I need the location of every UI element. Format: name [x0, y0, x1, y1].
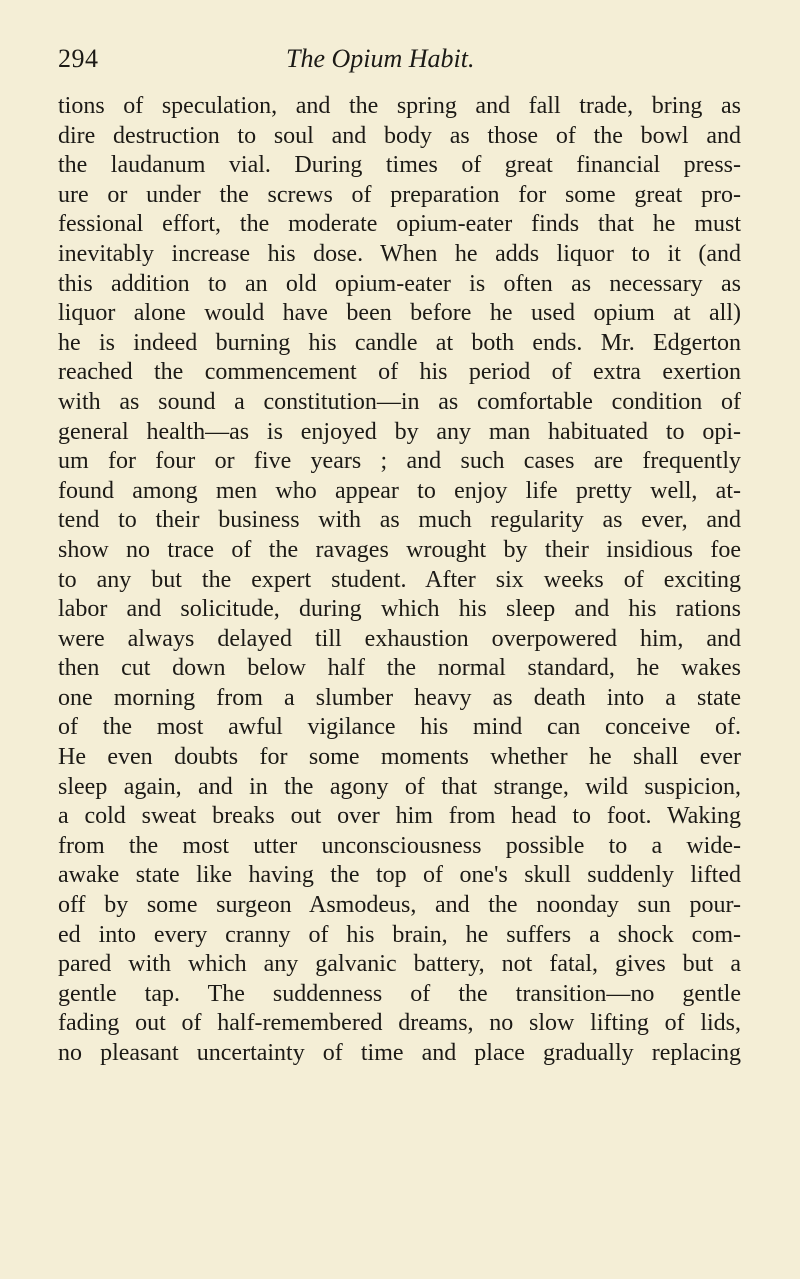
text-line: from the most utter unconsciousness possible to a wide- — [58, 832, 741, 859]
text-line: off by some surgeon Asmodeus, and the noonday sun pour- — [58, 892, 741, 919]
text-line: He even doubts for some moments whether he shall ever — [58, 744, 741, 771]
text-line: found among men who appear to enjoy life pretty well, at- — [58, 477, 741, 504]
text-line: sleep again, and in the agony of that strange, wild suspicion, — [58, 773, 741, 800]
text-line: a cold sweat breaks out over him from head to foot. Waking — [58, 803, 741, 830]
page-number: 294 — [58, 44, 99, 73]
text-line: gentle tap. The suddenness of the transition—no gentle — [58, 980, 741, 1007]
text-line: fading out of half-remembered dreams, no slow lifting of lids, — [58, 1010, 741, 1037]
text-line: one morning from a slumber heavy as death into a state — [58, 684, 741, 711]
text-line: the laudanum vial. During times of great financial press- — [58, 152, 741, 179]
text-line: to any but the expert student. After six weeks of exciting — [58, 566, 741, 593]
text-line: of the most awful vigilance his mind can conceive of. — [58, 714, 741, 741]
text-line: reached the commencement of his period of extra exertion — [58, 359, 741, 386]
text-line: labor and solicitude, during which his sleep and his rations — [58, 596, 741, 623]
text-line: he is indeed burning his candle at both ends. Mr. Edgerton — [58, 329, 741, 356]
text-line: this addition to an old opium-eater is often as necessary as — [58, 270, 741, 297]
text-line: were always delayed till exhaustion overpowered him, and — [58, 625, 741, 652]
text-line: awake state like having the top of one's skull suddenly lifted — [58, 862, 741, 889]
text-line: fessional effort, the moderate opium-eater finds that he must — [58, 211, 741, 238]
body-text — [58, 92, 741, 1069]
text-line: ed into every cranny of his brain, he suffers a shock com- — [58, 921, 741, 948]
text-line: um for four or five years ; and such cases are frequently — [58, 448, 741, 475]
text-line: general health—as is enjoyed by any man habituated to opi- — [58, 418, 741, 445]
running-head — [58, 44, 740, 84]
text-line: with as sound a constitution—in as comfortable condition of — [58, 388, 741, 415]
text-line: show no trace of the ravages wrought by their insidious foe — [58, 536, 741, 563]
running-title: The Opium Habit. — [286, 44, 475, 73]
text-line: tend to their business with as much regularity as ever, and — [58, 507, 741, 534]
text-line: inevitably increase his dose. When he adds liquor to it (and — [58, 240, 741, 267]
text-line: liquor alone would have been before he used opium at all) — [58, 300, 741, 327]
text-line: then cut down below half the normal standard, he wakes — [58, 655, 741, 682]
text-line: dire destruction to soul and body as those of the bowl and — [58, 122, 741, 149]
text-line: no pleasant uncertainty of time and place gradually replacing — [58, 1040, 741, 1066]
text-line: ure or under the screws of preparation for some great pro- — [58, 181, 741, 208]
text-line: pared with which any galvanic battery, not fatal, gives but a — [58, 951, 741, 978]
text-line: tions of speculation, and the spring and fall trade, bring as — [58, 93, 741, 119]
